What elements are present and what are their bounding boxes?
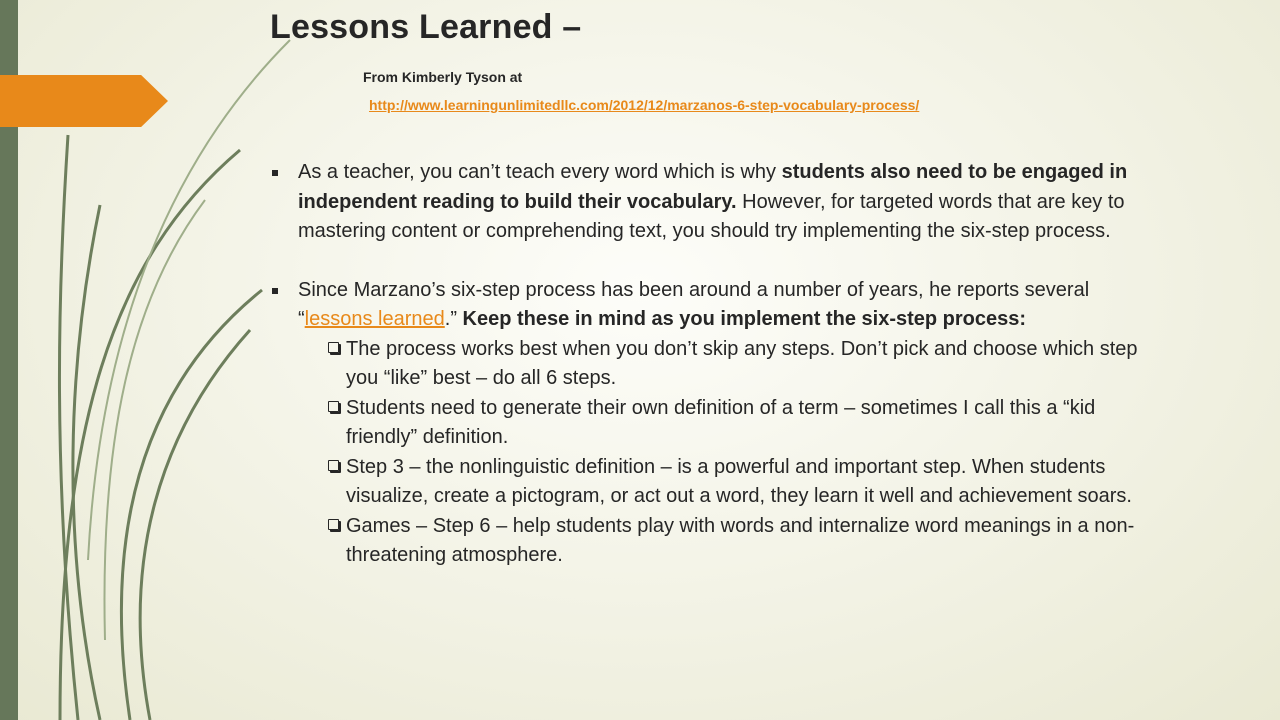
sub-bullet-item: [326, 394, 1150, 453]
bullet-text: As a teacher, you can’t teach every word which is why: [298, 161, 782, 183]
source-attribution: From Kimberly Tyson at: [363, 69, 523, 85]
bullet-item: [270, 276, 1150, 571]
square-bullet-icon: [272, 288, 278, 294]
sub-bullet-item: [326, 335, 1150, 394]
sub-bullet-text: Games – Step 6 – help students play with words and internalize word meanings in a non-threatening atmosphere.: [346, 514, 1135, 566]
source-url-link[interactable]: http://www.learningunlimitedllc.com/2012/12/marzanos-6-step-vocabulary-process/: [369, 97, 920, 113]
checkbox-bullet-icon: [328, 519, 339, 530]
bullet-bold-text: Keep these in mind as you implement the six-step process:: [462, 308, 1027, 330]
bullet-item: [270, 158, 1150, 247]
square-bullet-icon: [272, 170, 278, 176]
sub-bullet-text: The process works best when you don’t skip any steps. Don’t pick and choose which step you “like” best – do all 6 steps.: [346, 337, 1138, 389]
sub-bullet-item: [326, 453, 1150, 512]
bullet-text: However, for targeted words that are key to mastering content or comprehending text, you should try implementing the six-step process.: [298, 190, 1125, 242]
sub-bullet-list: [298, 335, 1150, 571]
sub-bullet-item: [326, 512, 1150, 571]
bullet-text: Since Marzano’s six-step process has been around a number of years, he reports several “: [298, 278, 1090, 330]
sub-bullet-text: Step 3 – the nonlinguistic definition – is a powerful and important step. When students visualize, create a pictogram, or act out a word, they learn it well and achievement soars.: [346, 455, 1132, 507]
slide-title: Lessons Learned –: [270, 8, 582, 46]
slide-body: [270, 158, 1150, 571]
lessons-learned-link[interactable]: lessons learned: [304, 308, 445, 330]
checkbox-bullet-icon: [328, 342, 339, 353]
checkbox-bullet-icon: [328, 460, 339, 471]
orange-arrow-banner: [0, 75, 168, 127]
bullet-text: .”: [444, 308, 463, 330]
checkbox-bullet-icon: [328, 401, 339, 412]
sub-bullet-text: Students need to generate their own definition of a term – sometimes I call this a “kid friendly” definition.: [346, 396, 1096, 448]
bullet-bold-text: students also need to be engaged in independent reading to build their vocabulary.: [298, 161, 1128, 213]
